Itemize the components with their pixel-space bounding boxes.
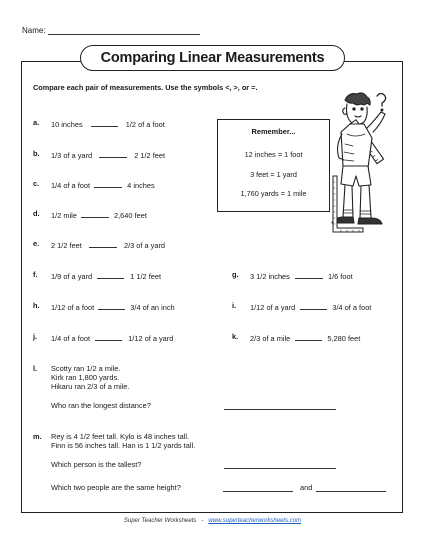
problem-label: d. (33, 209, 40, 218)
problem-l-question: Who ran the longest distance? (51, 401, 151, 410)
name-label: Name: (22, 26, 46, 35)
problem-m-question1: Which person is the tallest? (51, 460, 142, 469)
left-value: 1/4 of a foot (51, 334, 91, 343)
problem-label: k. (232, 332, 239, 341)
problem-label: b. (33, 149, 40, 158)
answer-blank[interactable] (94, 179, 122, 188)
and-word: and (300, 483, 313, 492)
problem-label: c. (33, 179, 40, 188)
right-value: 3/4 of a foot (332, 303, 372, 312)
problem-l-line: Kirk ran 1,800 yards. (51, 373, 120, 382)
answer-line-m1[interactable] (224, 460, 336, 469)
answer-line-l[interactable] (224, 401, 336, 410)
answer-blank[interactable] (95, 332, 122, 341)
answer-blank[interactable] (295, 332, 322, 341)
remember-title: Remember... (251, 127, 296, 136)
answer-blank[interactable] (99, 149, 127, 158)
answer-line-m2b[interactable] (316, 483, 386, 492)
right-value: 2/3 of a yard (123, 241, 166, 250)
problem-label: e. (33, 239, 40, 248)
footer-brand: Super Teacher Worksheets (123, 518, 197, 524)
left-value: 1/12 of a yard (250, 303, 296, 312)
right-value: 1/12 of a yard (128, 334, 174, 343)
right-value: 2 1/2 feet (134, 151, 166, 160)
problem-l-line: Scotty ran 1/2 a mile. (51, 364, 121, 373)
answer-blank[interactable] (98, 301, 125, 310)
right-value: 4 inches (127, 181, 155, 190)
footer-link[interactable]: www.superteacherworksheets.com (208, 518, 302, 524)
problem-label: g. (232, 270, 239, 279)
answer-blank[interactable] (300, 301, 327, 310)
problem-label: f. (33, 270, 38, 279)
answer-blank[interactable] (97, 270, 124, 279)
left-value: 2/3 of a mile (250, 334, 291, 343)
problem-l-line: Hikaru ran 2/3 of a mile. (51, 382, 130, 391)
right-value: 3/4 of an inch (130, 303, 175, 312)
left-value: 1/3 of a yard (51, 151, 93, 160)
footer-separator: - (201, 518, 204, 524)
left-value: 2 1/2 feet (51, 241, 82, 250)
answer-blank[interactable] (89, 239, 117, 248)
left-value: 1/9 of a yard (51, 272, 93, 281)
answer-blank[interactable] (81, 209, 109, 218)
right-value: 2,640 feet (114, 211, 147, 220)
problem-m-question2: Which two people are the same height? (51, 483, 181, 492)
problem-label: h. (33, 301, 40, 310)
left-value: 1/12 of a foot (51, 303, 95, 312)
conversion-line: 1,760 yards = 1 mile (240, 189, 307, 198)
right-value: 1/2 of a foot (125, 120, 165, 129)
name-input-line[interactable] (48, 25, 200, 35)
answer-line-m2a[interactable] (223, 483, 293, 492)
left-value: 1/4 of a foot (51, 181, 91, 190)
problem-label: l. (33, 364, 38, 373)
problem-label: i. (232, 301, 237, 310)
instructions: Compare each pair of measurements. Use the symbols <, >, or =. (33, 83, 258, 92)
problem-label: m. (33, 432, 42, 441)
name-row (22, 25, 200, 35)
conversion-line: 3 feet = 1 yard (250, 170, 297, 179)
right-value: 1 1/2 feet (130, 272, 162, 281)
answer-blank[interactable] (91, 118, 118, 127)
conversion-line: 12 inches = 1 foot (244, 150, 303, 159)
right-value: 5,280 feet (327, 334, 361, 343)
problem-m-line: Rey is 4 1/2 feet tall. Kylo is 48 inches tall. (51, 432, 190, 441)
remember-box (217, 119, 330, 212)
footer (0, 518, 425, 524)
right-value: 1/6 foot (327, 272, 353, 281)
left-value: 1/2 mile (51, 211, 77, 220)
boy-with-ruler-illustration (325, 88, 395, 248)
problem-label: j. (33, 332, 38, 341)
problem-label: a. (33, 118, 40, 127)
left-value: 10 inches (51, 120, 83, 129)
answer-blank[interactable] (295, 270, 323, 279)
worksheet-title: Comparing Linear Measurements (80, 45, 345, 71)
problem-m-line: Finn is 56 inches tall. Han is 1 1/2 yards tall. (51, 441, 196, 450)
left-value: 3 1/2 inches (250, 272, 290, 281)
